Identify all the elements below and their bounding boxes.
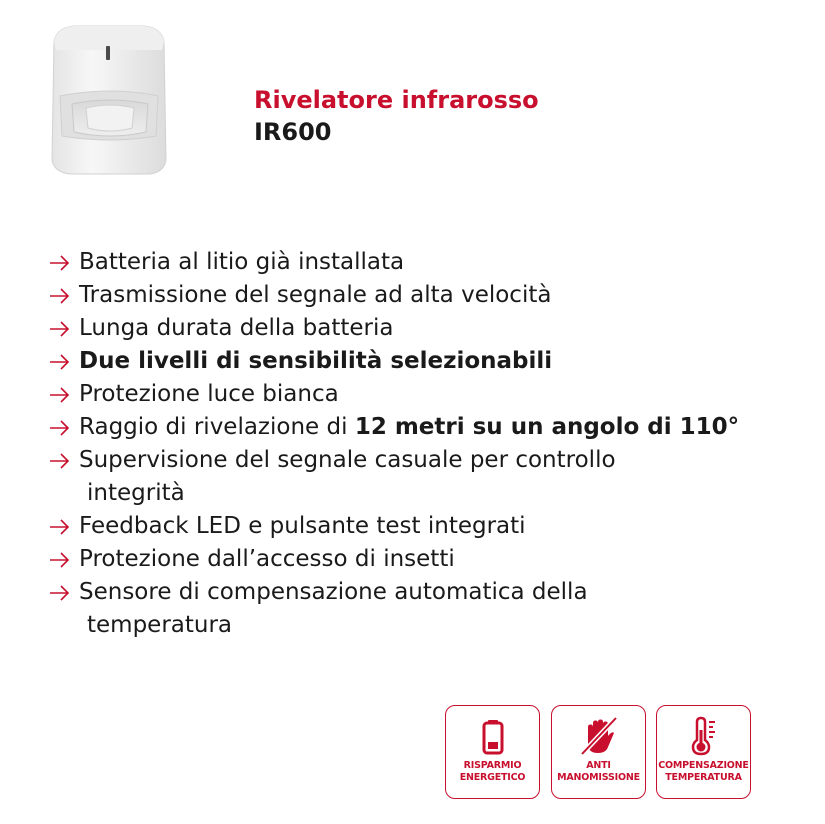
thermometer-icon — [684, 716, 724, 756]
badge-temperature-compensation — [656, 705, 751, 799]
arrow-right-icon — [48, 386, 72, 404]
pir-detector-image — [40, 20, 180, 180]
arrow-right-icon — [48, 353, 72, 371]
feature-item — [48, 411, 808, 444]
feature-item — [48, 312, 808, 345]
badge-label-line2: TEMPERATURA — [665, 772, 742, 783]
badge-energy-saving — [445, 705, 540, 799]
crossed-hand-icon — [579, 716, 619, 756]
feature-text: Raggio di rivelazione di — [79, 414, 355, 440]
feature-text: Trasmissione del segnale ad alta velocità — [79, 282, 552, 308]
badge-label-line1: ANTI — [586, 760, 611, 771]
feature-text: Protezione dall’accesso di insetti — [79, 546, 455, 572]
arrow-right-icon — [48, 287, 72, 305]
badge-label-line1: COMPENSAZIONE — [658, 760, 749, 771]
feature-list — [48, 246, 808, 642]
feature-text-continuation: integrità — [87, 480, 185, 506]
badge-label-line1: RISPARMIO — [463, 760, 522, 771]
feature-item — [48, 378, 808, 411]
feature-text: Feedback LED e pulsante test integrati — [79, 513, 526, 539]
title-block — [254, 84, 539, 148]
feature-text: Sensore di compensazione automatica della — [79, 579, 588, 605]
arrow-right-icon — [48, 518, 72, 536]
feature-badges — [445, 705, 752, 801]
feature-item — [48, 543, 808, 576]
arrow-right-icon — [48, 551, 72, 569]
product-category-title: Rivelatore infrarosso — [254, 86, 539, 114]
feature-item — [48, 279, 808, 312]
arrow-right-icon — [48, 320, 72, 338]
feature-text-bold: Due livelli di sensibilità selezionabili — [79, 348, 553, 374]
arrow-right-icon — [48, 584, 72, 602]
arrow-right-icon — [48, 419, 72, 437]
feature-item — [48, 345, 808, 378]
feature-item — [48, 246, 808, 279]
feature-text: Batteria al litio già installata — [79, 249, 405, 275]
badge-anti-tamper — [551, 705, 646, 799]
badge-label-line2: ENERGETICO — [459, 772, 526, 783]
feature-text: Supervisione del segnale casuale per controllo — [79, 447, 616, 473]
feature-item — [48, 444, 808, 510]
arrow-right-icon — [48, 452, 72, 470]
feature-text-bold: 12 metri su un angolo di 110° — [354, 414, 740, 440]
feature-item — [48, 510, 808, 543]
feature-text: Lunga durata della batteria — [79, 315, 394, 341]
feature-text: Protezione luce bianca — [79, 381, 339, 407]
product-model-title: IR600 — [254, 118, 332, 146]
battery-icon — [473, 716, 513, 756]
arrow-right-icon — [48, 254, 72, 272]
feature-text-continuation: temperatura — [87, 612, 233, 638]
badge-label-line2: MANOMISSIONE — [557, 772, 640, 783]
feature-item — [48, 576, 808, 642]
